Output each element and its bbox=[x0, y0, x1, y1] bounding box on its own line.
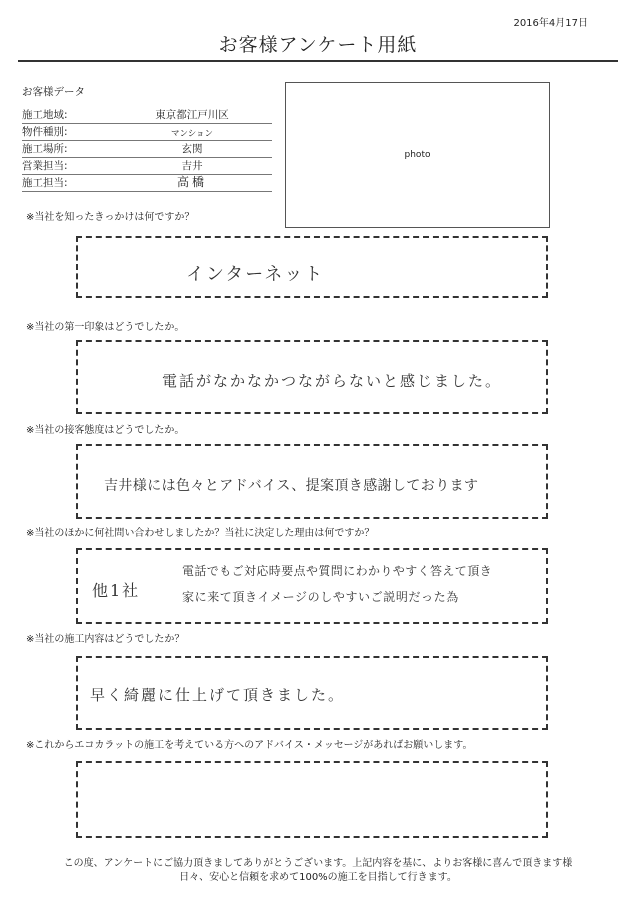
answer-box-1 bbox=[76, 236, 548, 298]
customer-key: 施工担当: bbox=[22, 177, 68, 189]
photo-placeholder bbox=[285, 82, 550, 228]
customer-data-label: お客様データ bbox=[22, 86, 85, 98]
customer-value: マンション bbox=[170, 129, 214, 139]
customer-row-installer bbox=[22, 175, 272, 192]
customer-value: 吉井 bbox=[181, 160, 203, 172]
answer-1: インターネット bbox=[186, 264, 325, 285]
answer-box-5 bbox=[76, 656, 548, 730]
page-title: お客様アンケート用紙 bbox=[218, 34, 418, 56]
question-1: ※当社を知ったきっかけは何ですか？ bbox=[26, 212, 195, 223]
customer-key: 物件種別: bbox=[22, 126, 68, 138]
customer-key: 営業担当: bbox=[22, 160, 68, 172]
answer-box-3 bbox=[76, 444, 548, 519]
footer-line-2: 日々、安心と信頼を求めて100%の施工を目指して行きます。 bbox=[179, 872, 457, 883]
customer-row-area bbox=[22, 107, 272, 124]
customer-value: 玄関 bbox=[181, 143, 203, 155]
question-6: ※これからエコカラットの施工を考えている方へのアドバイス・メッセージがあればお願いします。 bbox=[26, 740, 473, 751]
customer-row-property-type bbox=[22, 124, 272, 141]
answer-3: 吉井様には色々とアドバイス、提案頂き感謝しております bbox=[104, 478, 479, 494]
customer-key: 施工地域: bbox=[22, 109, 68, 121]
question-4: ※当社のほかに何社問い合わせしましたか？当社に決定した理由は何ですか？ bbox=[26, 528, 375, 539]
question-2: ※当社の第一印象はどうでしたか。 bbox=[26, 322, 185, 333]
question-3: ※当社の接客態度はどうでしたか。 bbox=[26, 425, 185, 436]
answer-box-2 bbox=[76, 340, 548, 414]
answer-2: 電話がなかなかつながらないと感じました。 bbox=[162, 372, 503, 390]
customer-data-table bbox=[22, 107, 272, 192]
answer-4-line-1: 電話でもご対応時要点や質問にわかりやすく答えて頂き bbox=[182, 564, 493, 578]
title-divider bbox=[18, 60, 618, 62]
answer-4-prefix: 他1社 bbox=[92, 581, 141, 600]
footer-line-1: この度、アンケートにご協力頂きましてありがとうございます。上記内容を基に、よりお客様に喜んで頂きます様 bbox=[63, 858, 573, 869]
survey-date: 2016年4月17日 bbox=[513, 18, 588, 29]
answer-box-6 bbox=[76, 761, 548, 838]
customer-key: 施工場所: bbox=[22, 143, 68, 155]
customer-value-handwritten: 高橋 bbox=[176, 175, 207, 189]
photo-label: photo bbox=[404, 150, 431, 160]
customer-value: 東京都江戸川区 bbox=[155, 109, 229, 121]
customer-row-location bbox=[22, 141, 272, 158]
answer-4-line-2: 家に来て頂きイメージのしやすいご説明だった為 bbox=[182, 590, 459, 604]
answer-box-4 bbox=[76, 548, 548, 624]
answer-5: 早く綺麗に仕上げて頂きました。 bbox=[90, 686, 346, 704]
question-5: ※当社の施工内容はどうでしたか？ bbox=[26, 634, 185, 645]
